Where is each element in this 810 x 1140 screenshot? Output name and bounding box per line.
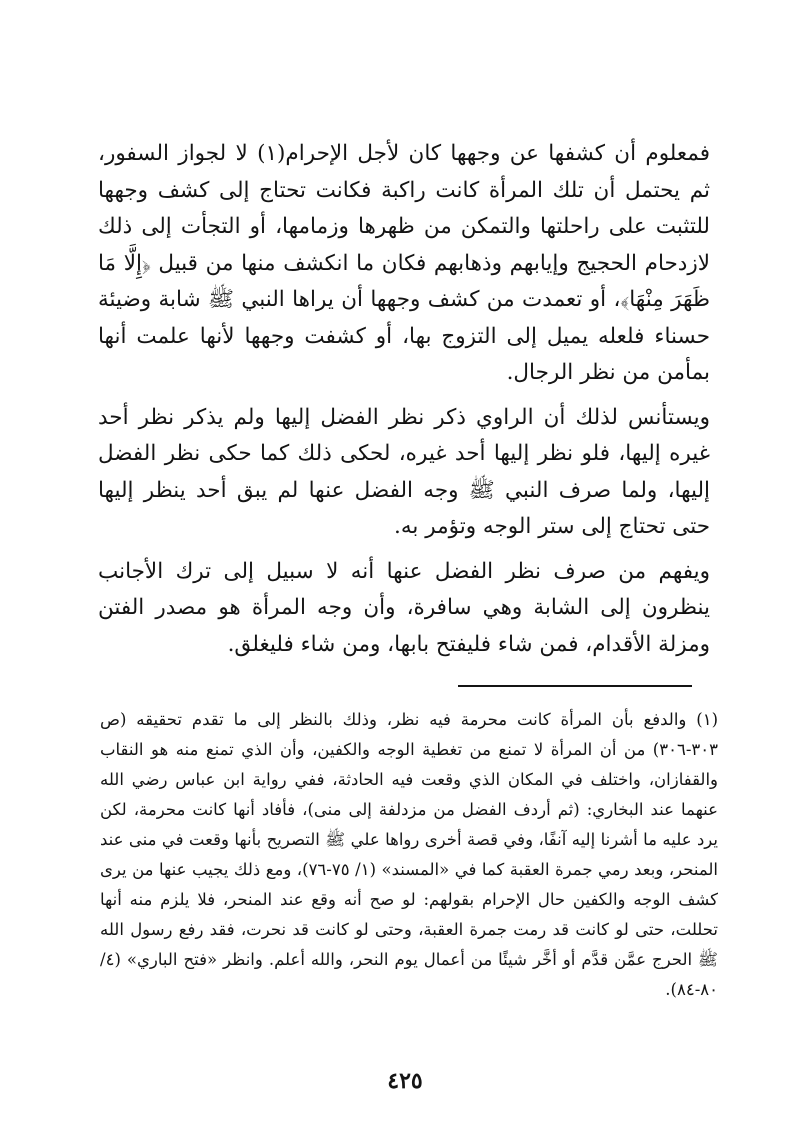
footnote-1: (١) والدفع بأن المرأة كانت محرمة فيه نظر، وذلك بالنظر إلى ما تقدم تحقيقه (ص ٣٠٣-٣٠٦) من أن المرأة لا تمنع من تغطية الوجه والكفين، وأن الذي تمنع منه هو النقاب والقفازان، واختلف في المكان الذي وقعت فيه الحادثة، ففي رواية ابن عباس رضي الله عنهما عند البخاري: (ثم أردف الفضل من مزدلفة إلى منى)، فأفاد أنها كانت محرمة، لكن يرد عليه ما أشرنا إليه آنفًا، وفي قصة أخرى رواها علي ﷺ التصريح بأنها وقعت في منى عند المنحر، وبعد رمي جمرة العقبة كما في «المسند» (١/ ٧٥-٧٦)، ومع ذلك يجيب عنها من يرى كشف الوجه والكفين حال الإحرام بقولهم: لو صح أنه وقع عند المنحر، فلا يلزم منه أنها تحللت، حتى لو كانت قد رمت جمرة العقبة، وحتى لو كانت قد نحرت، فقد رفع رسول الله ﷺ الحرج عمَّن قدَّم أو أخَّر شيئًا من أعمال يوم النحر، والله أعلم. وانظر «فتح الباري» (٤/ ٨٠-٨٤). [100,710,718,999]
body-paragraph-3: ويفهم من صرف نظر الفضل عنها أنه لا سبيل إلى ترك الأجانب ينظرون إلى الشابة وهي سافرة، وأن وجه المرأة هو مصدر الفتن ومزلة الأقدام، فمن شاء فليفتح بابها، ومن شاء فليغلق. [98,558,710,657]
footnotes [100,705,718,1005]
footnote-separator [458,685,692,687]
body-paragraph-1: فمعلوم أن كشفها عن وجهها كان لأجل الإحرام(١) لا لجواز السفور، ثم يحتمل أن تلك المرأة كانت راكبة فكانت تحتاج إلى كشف وجهها للتثبت على راحلتها والتمكن من ظهرها وزمامها، أو التجأت إلى ذلك لازدحام الحجيج وإيابهم وذهابهم فكان ما انكشف منها من قبيل ﴿إِلَّا مَا ظَهَرَ مِنْهَا﴾، أو تعمدت من كشف وجهها أن يراها النبي ﷺ شابة وضيئة حسناء فلعله يميل إلى التزوج بها، أو كشفت وجهها لأنها علمت أنها بمأمن من نظر الرجال. [98,141,710,385]
body-paragraph-2: ويستأنس لذلك أن الراوي ذكر نظر الفضل إليها ولم يذكر نظر أحد غيره إليها، فلو نظر إليها أحد غيره، لحكى ذلك كما حكى نظر الفضل إليها، ولما صرف النبي ﷺ وجه الفضل عنها لم يبق أحد ينظر إليها حتى تحتاج إلى ستر الوجه وتؤمر به. [98,404,710,539]
page-number: ٤٢٥ [387,1068,423,1094]
main-text [98,136,710,663]
